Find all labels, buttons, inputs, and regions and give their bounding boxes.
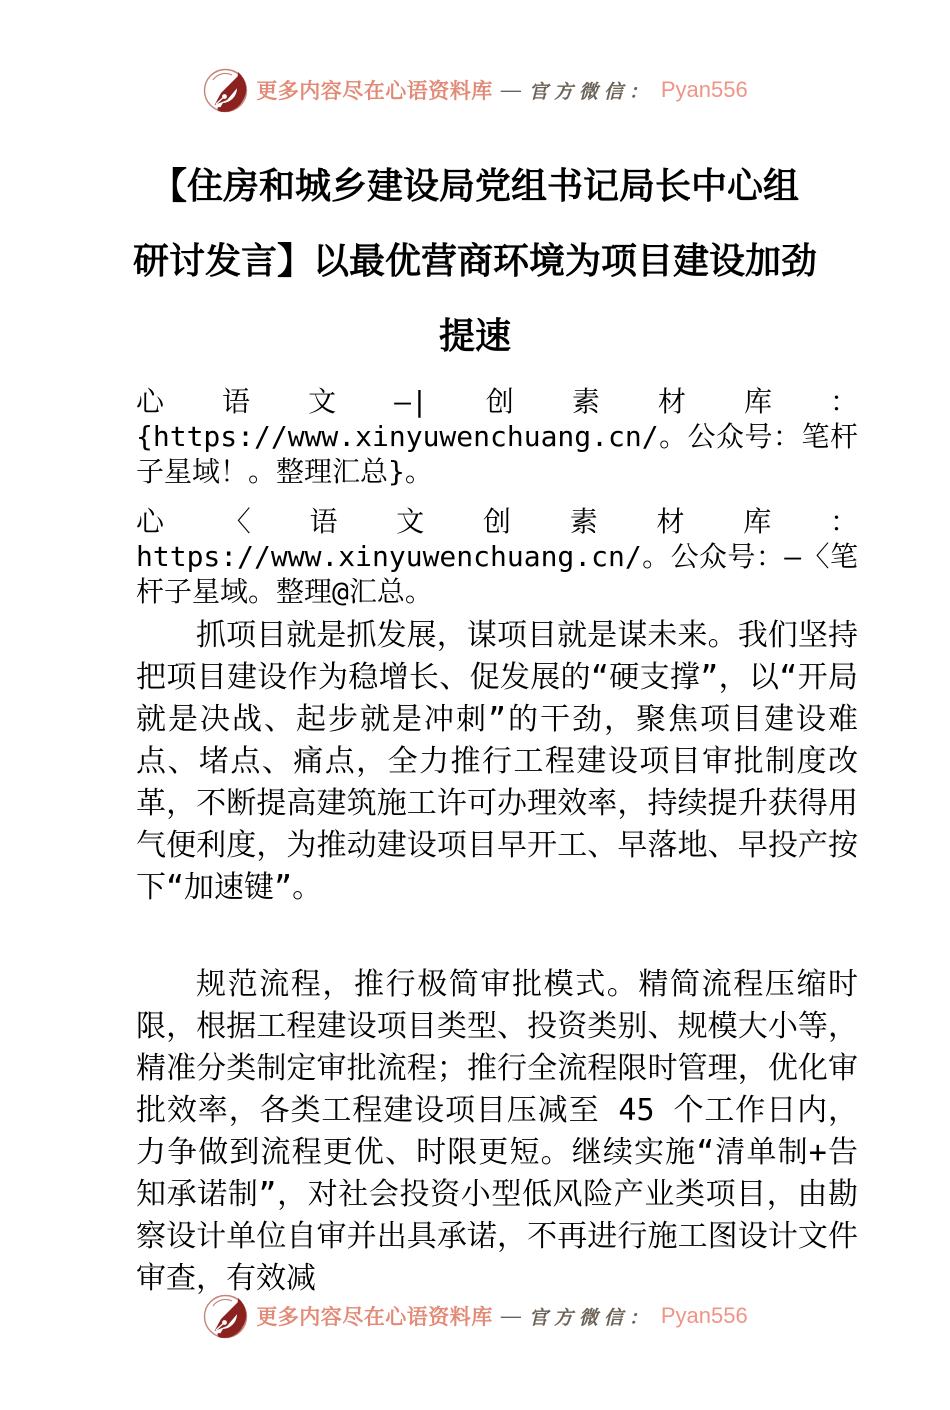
wechat-label: 官方微信： xyxy=(528,81,654,103)
wechat-id: Pyan556 xyxy=(660,1303,748,1328)
brand-tagline: 更多内容尽在心语资料库 xyxy=(256,79,493,103)
header-brand xyxy=(0,66,950,114)
source-attribution-1: 心语文—|创素材库：{https://www.xinyuwenchuang.cn/。公众号：笔杆子星域！。整理汇总}。 xyxy=(136,385,858,488)
footer-brand xyxy=(0,1292,950,1340)
title-line-3: 提速 xyxy=(438,316,511,356)
paragraph-1: 抓项目就是抓发展，谋项目就是谋未来。我们坚持把项目建设作为稳增长、促发展的“硬支撑”，以“开局就是决战、起步就是冲刺”的干劲，聚焦项目建设难点、堵点、痛点，全力推行工程建设项目审批制度改革，不断提高建筑施工许可办理效率，持续提升获得用气便利度，为推动建设项目早开工、早落地、早投产按下“加速键”。 xyxy=(136,618,858,905)
pen-seal-icon xyxy=(202,1293,249,1340)
document-body xyxy=(136,384,858,1300)
document-page xyxy=(0,66,950,1329)
title-line-1: 【住房和城乡建设局党组书记局长中心组 xyxy=(150,166,799,206)
brand-dash: — xyxy=(500,78,521,101)
brand-dash: — xyxy=(500,1304,521,1327)
brand-tagline: 更多内容尽在心语资料库 xyxy=(256,1305,493,1329)
source-attribution-2: 心〈语文创素材库：https://www.xinyuwenchuang.cn/。公众号：—〈笔杆子星域。整理@汇总。 xyxy=(136,505,858,608)
title-line-2: 研讨发言】以最优营商环境为项目建设加劲 xyxy=(132,241,817,281)
wechat-id: Pyan556 xyxy=(660,77,748,102)
pen-seal-icon xyxy=(202,67,249,114)
paragraph-2: 规范流程，推行极简审批模式。精简流程压缩时限，根据工程建设项目类型、投资类别、规模大小等，精准分类制定审批流程；推行全流程限时管理，优化审批效率，各类工程建设项目压减至 45 个工作日内，力争做到流程更优、时限更短。继续实施“清单制+告知承诺制”，对社会投资小型低风险产业类项目，由勘察设计单位自审并出具承诺，不再进行施工图设计文件审查，有效减 xyxy=(136,967,858,1296)
document-title xyxy=(40,149,910,374)
wechat-label: 官方微信： xyxy=(528,1307,654,1329)
